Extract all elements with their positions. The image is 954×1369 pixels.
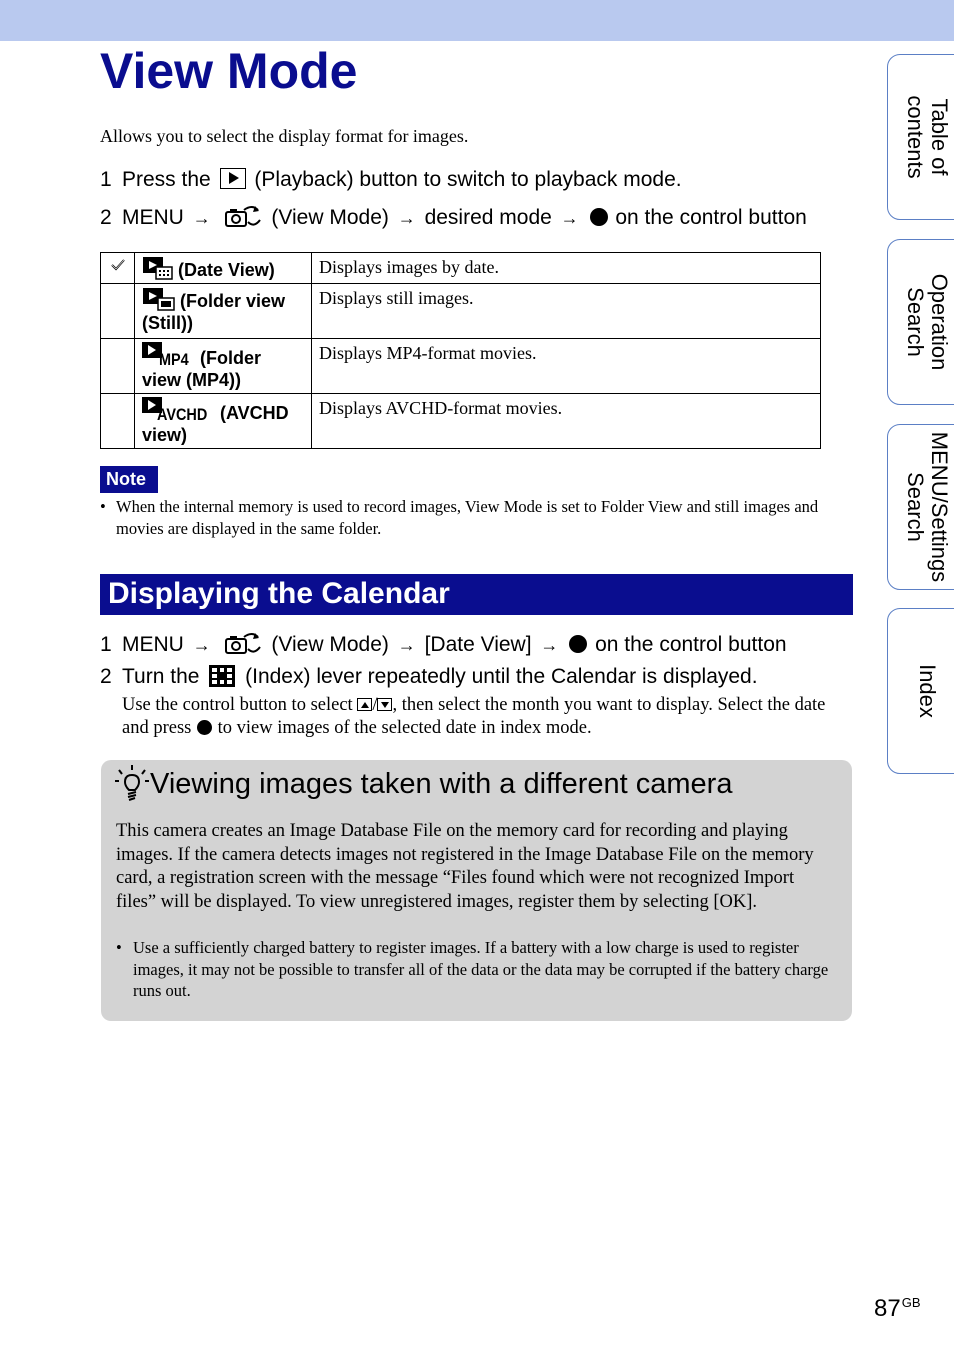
index-icon	[209, 665, 235, 687]
tab-label-line: Operation	[927, 273, 952, 371]
checkmark-cell	[101, 284, 135, 339]
tab-label-line: Search	[903, 472, 928, 542]
bullet: •	[116, 938, 122, 957]
step-1	[100, 167, 682, 193]
tab-label-line: contents	[903, 95, 928, 179]
tab-label	[903, 95, 951, 178]
arrow-icon: →	[192, 635, 211, 655]
up-arrow-icon	[357, 698, 372, 711]
bullet: •	[100, 497, 106, 516]
slash-text: /	[372, 695, 378, 715]
mode-desc: Displays still images.	[312, 284, 821, 339]
step-number: 2	[100, 206, 112, 229]
calendar-step-1	[100, 629, 787, 658]
lightbulb-hint-icon	[114, 764, 150, 804]
instruction-text: to view images of the selected date in index mode.	[217, 718, 592, 738]
folder-view-still-icon	[142, 287, 176, 311]
view-mode-table	[100, 252, 821, 449]
desired-mode-text: desired mode	[424, 206, 552, 229]
step-text: (Playback) button to switch to playback mode.	[254, 168, 682, 191]
table-row	[101, 339, 821, 394]
step-2	[100, 202, 807, 231]
view-mode-text: (View Mode)	[271, 206, 389, 229]
arrow-icon: →	[397, 208, 416, 228]
step-number: 2	[100, 665, 112, 688]
instruction-text: Use the control button to select	[122, 695, 353, 715]
table-row	[101, 394, 821, 449]
tab-label-line: Table of	[927, 98, 952, 176]
view-mode-icon	[224, 629, 262, 657]
table-row	[101, 284, 821, 339]
avchd-view-icon	[142, 397, 216, 423]
tab-operation-search[interactable]	[887, 239, 954, 405]
arrow-icon: →	[540, 635, 559, 655]
top-band	[0, 0, 954, 41]
arrow-icon: →	[397, 635, 416, 655]
section-heading: Displaying the Calendar	[100, 574, 853, 615]
step-end-text: on the control button	[615, 206, 807, 229]
calendar-instruction	[122, 694, 852, 740]
avchd-icon-text: AVCHD	[157, 405, 208, 424]
view-mode-text: (View Mode)	[271, 633, 389, 656]
step-text: (Index) lever repeatedly until the Calendar is displayed.	[245, 665, 758, 688]
tab-label-line: MENU/Settings	[927, 431, 952, 583]
mode-name-cell	[135, 339, 312, 394]
step-number: 1	[100, 168, 112, 191]
menu-label: MENU	[122, 633, 184, 656]
tip-bullet-text: Use a sufficiently charged battery to register images. If a battery with a low charge is used to register images, it may not be possible to transfer all of the data or the data may be corrupted if the battery charge runs out.	[133, 938, 829, 1000]
checkmark-icon	[110, 257, 126, 273]
page-suffix: GB	[901, 1295, 921, 1310]
step-number: 1	[100, 633, 112, 656]
tab-label-line: Search	[903, 287, 928, 357]
mode-name: (Folder view (MP4))	[142, 348, 261, 390]
mode-name: (Date View)	[178, 260, 275, 280]
page-number	[874, 1288, 921, 1324]
instruction-text: , then select the month you want to display. Select the date and press	[122, 695, 826, 738]
tab-label	[903, 274, 951, 371]
view-mode-icon	[224, 202, 262, 230]
page-number-value: 87	[874, 1295, 901, 1322]
tab-table-of-contents[interactable]	[887, 54, 954, 220]
mode-name-cell	[135, 394, 312, 449]
note-label: Note	[100, 466, 158, 493]
mp4-icon-text: MP4	[159, 350, 189, 369]
mode-name-cell	[135, 284, 312, 339]
checkmark-cell	[101, 394, 135, 449]
mode-desc: Displays images by date.	[312, 253, 821, 284]
table-row	[101, 253, 821, 284]
tab-menu-settings-search[interactable]	[887, 424, 954, 590]
date-view-icon	[142, 256, 174, 280]
checkmark-cell	[101, 253, 135, 284]
tab-label	[903, 432, 951, 582]
playback-icon	[220, 168, 246, 189]
calendar-step-2	[100, 664, 758, 690]
mode-name: (AVCHD view)	[142, 403, 289, 445]
page-title: View Mode	[100, 43, 358, 99]
mode-desc: Displays AVCHD-format movies.	[312, 394, 821, 449]
note-text	[100, 496, 845, 540]
step-text: Press the	[122, 168, 211, 191]
intro-text: Allows you to select the display format for images.	[100, 126, 469, 146]
control-button-icon	[590, 208, 608, 226]
down-arrow-icon	[377, 698, 392, 711]
menu-label: MENU	[122, 206, 184, 229]
tab-label-line: Index	[915, 664, 940, 718]
control-button-icon	[197, 720, 212, 735]
control-button-icon	[569, 635, 587, 653]
tab-index[interactable]	[887, 608, 954, 774]
tip-bullet	[116, 937, 832, 1002]
checkmark-cell	[101, 339, 135, 394]
arrow-icon: →	[560, 208, 579, 228]
mode-desc: Displays MP4-format movies.	[312, 339, 821, 394]
step-end-text: on the control button	[595, 633, 787, 656]
folder-view-mp4-icon	[142, 342, 196, 368]
mode-name: (Folder view (Still))	[142, 291, 286, 333]
tip-title: Viewing images taken with a different camera	[150, 768, 733, 800]
mode-name-cell	[135, 253, 312, 284]
arrow-icon: →	[192, 208, 211, 228]
step-text: Turn the	[122, 665, 200, 688]
note-bullet-text: When the internal memory is used to record images, View Mode is set to Folder View and still images and movies are displayed in the same folder.	[116, 497, 819, 538]
tab-label	[915, 664, 939, 718]
date-view-text: [Date View]	[424, 633, 532, 656]
tip-body: This camera creates an Image Database File on the memory card for recording and playing images. If the camera detects images not registered in the Image Database File on the memory card, a registration screen with the message “Files found which were not recognized Import files” will be displayed. To view unregistered images, register them by selecting [OK].	[116, 821, 814, 912]
